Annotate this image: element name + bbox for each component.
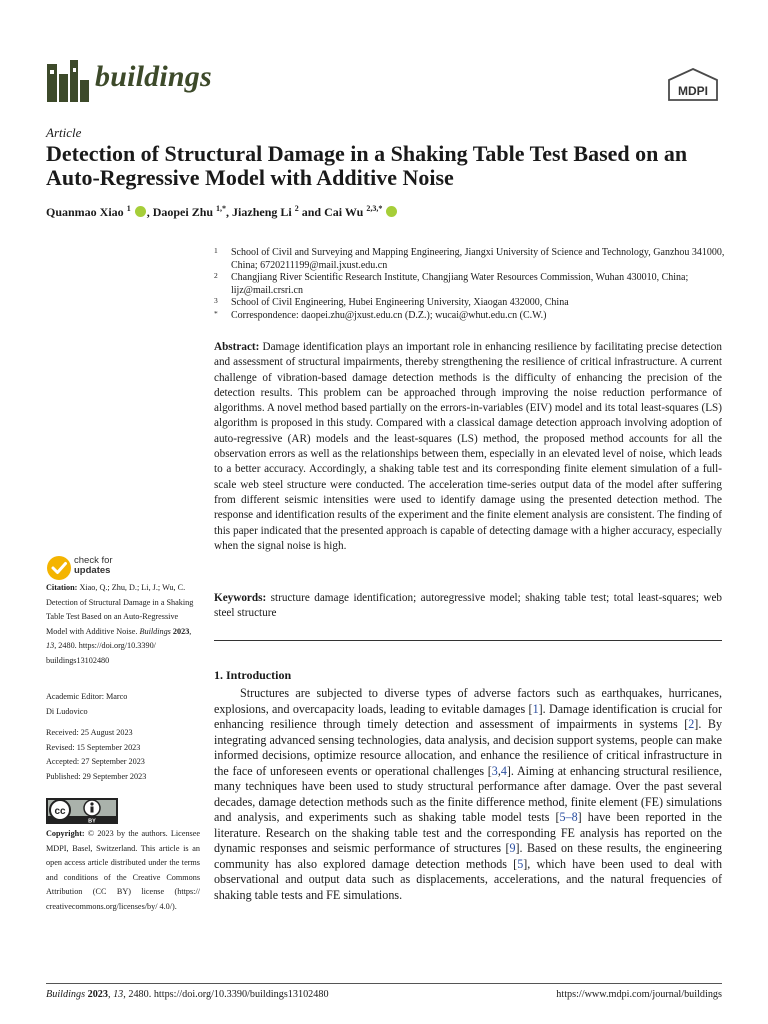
copyright-block <box>46 827 200 914</box>
affiliation-item <box>214 272 734 297</box>
affiliation-number: 3 <box>214 296 218 305</box>
author-name[interactable]: Daopei Zhu <box>152 205 214 219</box>
orcid-icon[interactable] <box>135 206 146 217</box>
reference-link[interactable]: 2 <box>688 717 695 731</box>
article-title: Detection of Structural Damage in a Shaking Table Test Based on an Auto-Regressive Model with Additive Noise <box>46 141 688 190</box>
abstract-label: Abstract: <box>214 341 260 353</box>
date-accepted: Accepted: 27 September 2023 <box>46 757 145 766</box>
author-name[interactable]: Jiazheng Li <box>232 205 292 219</box>
footer-doi[interactable]: 2480. https://doi.org/10.3390/buildings13102480 <box>128 989 329 1000</box>
check-updates-line: updates <box>74 565 111 576</box>
reference-link[interactable]: 8 <box>571 810 578 824</box>
affiliation-number: 1 <box>214 246 218 255</box>
svg-text:cc: cc <box>54 806 66 817</box>
reference-link[interactable]: 5 <box>559 810 566 824</box>
dates-block <box>46 726 200 784</box>
reference-link[interactable]: 9 <box>509 841 516 855</box>
date-received: Received: 25 August 2023 <box>46 728 133 737</box>
reference-link[interactable]: 4 <box>500 763 507 778</box>
buildings-logo-icon <box>45 60 91 102</box>
journal-name: buildings <box>95 60 212 93</box>
affiliation-item <box>214 310 734 323</box>
keywords <box>214 591 722 622</box>
affiliation-number: * <box>214 309 218 318</box>
author-name[interactable]: Quanmao Xiao <box>46 205 124 219</box>
footer-year: 2023 <box>87 989 108 1000</box>
citation-doi[interactable]: 2480. https://doi.org/10.3390/ buildings13102480 <box>46 641 156 665</box>
intro-text: ] have been reported in the literature. Research on the shaking table test and the corresponding FE analysis has reported on the dynamic responses and seismic performance of structures [ <box>214 810 722 855</box>
intro-text: ]. Based on these results, the engineering community has also explored damage detection methods [ <box>214 841 722 871</box>
footer-journal-url[interactable]: https://www.mdpi.com/journal/buildings <box>556 989 722 1000</box>
footer-journal: Buildings <box>46 989 86 1000</box>
citation-year: 2023 <box>172 626 190 636</box>
abstract <box>214 340 722 554</box>
footer-volume: 13 <box>113 989 124 1000</box>
copyright-text: © 2023 by the authors. Licensee MDPI, Basel, Switzerland. This article is an open access article distributed under the terms and conditions of the Creative Commons Attribution (CC BY) license (https:// creativecommons.org/licenses/by/ 4.0/). <box>46 829 200 911</box>
check-for-updates-button[interactable] <box>74 556 113 576</box>
author-affil-sup: 2 <box>294 204 299 213</box>
citation-text: Xiao, Q.; Zhu, D.; Li, J.; Wu, C. Detection of Structural Damage in a Shaking Table Test Based on an Auto-Regressive Model with Additive Noise. <box>46 583 194 636</box>
author-affil-sup: 2,3,* <box>366 204 383 213</box>
keywords-label: Keywords: <box>214 592 267 604</box>
citation-label: Citation: <box>46 583 78 592</box>
intro-text: ]. Aiming at enhancing structural resilience, many techniques have been used to study structural performance after damage. Over the past several decades, damage detection methods such as the finite difference method, finite element (FE) simulations and analysis, and experiments such as shaking table model tests [ <box>214 763 723 824</box>
intro-text: – <box>565 810 572 824</box>
affiliation-text: Changjiang River Scientific Research Institute, Changjiang Water Resources Commission, Wuhan 430010, China; lijz@mail.crsri.cn <box>231 272 689 296</box>
date-published: Published: 29 September 2023 <box>46 771 147 781</box>
orcid-icon[interactable] <box>386 206 397 217</box>
check-updates-line: check for <box>74 555 113 566</box>
reference-link[interactable]: 1 <box>532 701 539 716</box>
section-divider <box>214 640 722 641</box>
affiliation-text: School of Civil and Surveying and Mapping Engineering, Jiangxi University of Science and Technology, Ganzhou 341000, China; 6720211199@mail.jxust.edu.cn <box>231 247 725 271</box>
intro-paragraph <box>214 686 722 903</box>
abstract-text: Damage identification plays an important role in enhancing resilience by facilitating precise detection and assessment of structural impairments, thereby strengthening the resilience of critical infrastructure. A current challenge of vibration-based damage detection methods is the difficulty of enhancing the precision of the detection results. This problem can be approached through improving the noise reduction performance of algorithms. A novel method based partially on the errors-in-variables (EIV) model and its total least-squares (LS) algorithm is proposed in this study. Compared with a classical damage detection approach involving adoption of auto-regressive (AR) models and the least-squares (LS) method, the proposed method accounts for all the observation errors as well as the relationships between them, especially in an elevated level of noise, which leads to a better accuracy. Accordingly, a shaking table test and its corresponding finite element simulation of a full-scale web steel structure were conducted. The acceleration time-series output data of the model after suffering from different seismic intensities were used to identify damage using the presented detection method. The response and identification results of the experiment and the finite element analysis are consistent. The finding of this paper indicated that the presented approach is capable of detecting damage with a higher accuracy, especially when the signal noise is high. <box>214 341 722 552</box>
intro-text: ]. By integrating advanced sensing technologies, data analysis, and decision support systems, people can make informed decisions, optimize resource allocation, and enhance the resilience of critical infrastructure in the face of unforeseen events or operational challenges [ <box>214 717 722 778</box>
footer-divider <box>46 983 722 984</box>
reference-link[interactable]: 5 <box>517 856 524 871</box>
correspondence-text: Correspondence: daopei.zhu@jxust.edu.cn (D.Z.); wucai@whut.edu.cn (C.W.) <box>231 310 547 321</box>
editor-label: Academic Editor: Marco <box>46 692 128 701</box>
copyright-label: Copyright: <box>46 829 85 838</box>
intro-text: Structures are subjected to diverse types of adverse factors such as earthquakes, hurricanes, explosions, and overcapacity loads, leading to evitable damages [ <box>214 686 722 716</box>
author-affil-sup: 1,* <box>216 204 227 213</box>
citation-block: Citation: Xiao, Q.; Zhu, D.; Li, J.; Wu, C. Detection of Structural Damage in a Shaking Table Test Based on an Auto-Regressive Model with Additive Noise. Buildings 2023, 13, 2480. https://doi.org/10.3390/ buildings13102480 <box>46 583 194 665</box>
affiliation-item <box>214 247 734 272</box>
author-affil-sup: 1 <box>126 204 131 213</box>
editor-name: Di Ludovico <box>46 706 88 716</box>
academic-editor <box>46 690 200 719</box>
publisher-name: MDPI <box>678 84 708 98</box>
article-type: Article <box>46 125 82 140</box>
check-for-updates-icon[interactable] <box>46 555 72 581</box>
citation-volume: 13 <box>46 641 55 650</box>
keywords-text: structure damage identification; autoregressive model; shaking table test; total least-squares; web steel structure <box>214 592 723 620</box>
date-revised: Revised: 15 September 2023 <box>46 742 141 752</box>
authors-and: and <box>301 205 322 219</box>
intro-text: ], which have been used to deal with observational and output data such as displacements, accelerations, and the natural frequencies of shaking table tests and FE simulations. <box>214 856 722 902</box>
citation-journal: Buildings <box>139 626 171 636</box>
author-name[interactable]: Cai Wu <box>324 205 364 219</box>
intro-text: ]. Damage identification is crucial for enhancing resilience through timely detection and assessment of impairments in systems [ <box>214 701 722 731</box>
affiliation-number: 2 <box>214 271 218 280</box>
footer-citation: Buildings 2023, 13, 2480. https://doi.org/10.3390/buildings13102480 <box>46 989 329 1000</box>
section-heading: 1. Introduction <box>214 668 292 682</box>
reference-link[interactable]: 3 <box>491 763 498 778</box>
cc-by-license-icon[interactable] <box>46 798 118 824</box>
affiliation-item <box>214 297 734 310</box>
author-list: Quanmao Xiao $^1$ , Daopei Zhu $^{1,*}$, Jiazheng Li $^2$ and Cai Wu $^{2,3,*}$ <box>46 204 398 220</box>
intro-text: , <box>497 763 501 778</box>
mdpi-logo-icon <box>667 68 719 102</box>
affiliation-text: School of Civil Engineering, Hubei Engineering University, Xiaogan 432000, China <box>231 297 569 308</box>
cc-label: BY <box>88 818 96 824</box>
